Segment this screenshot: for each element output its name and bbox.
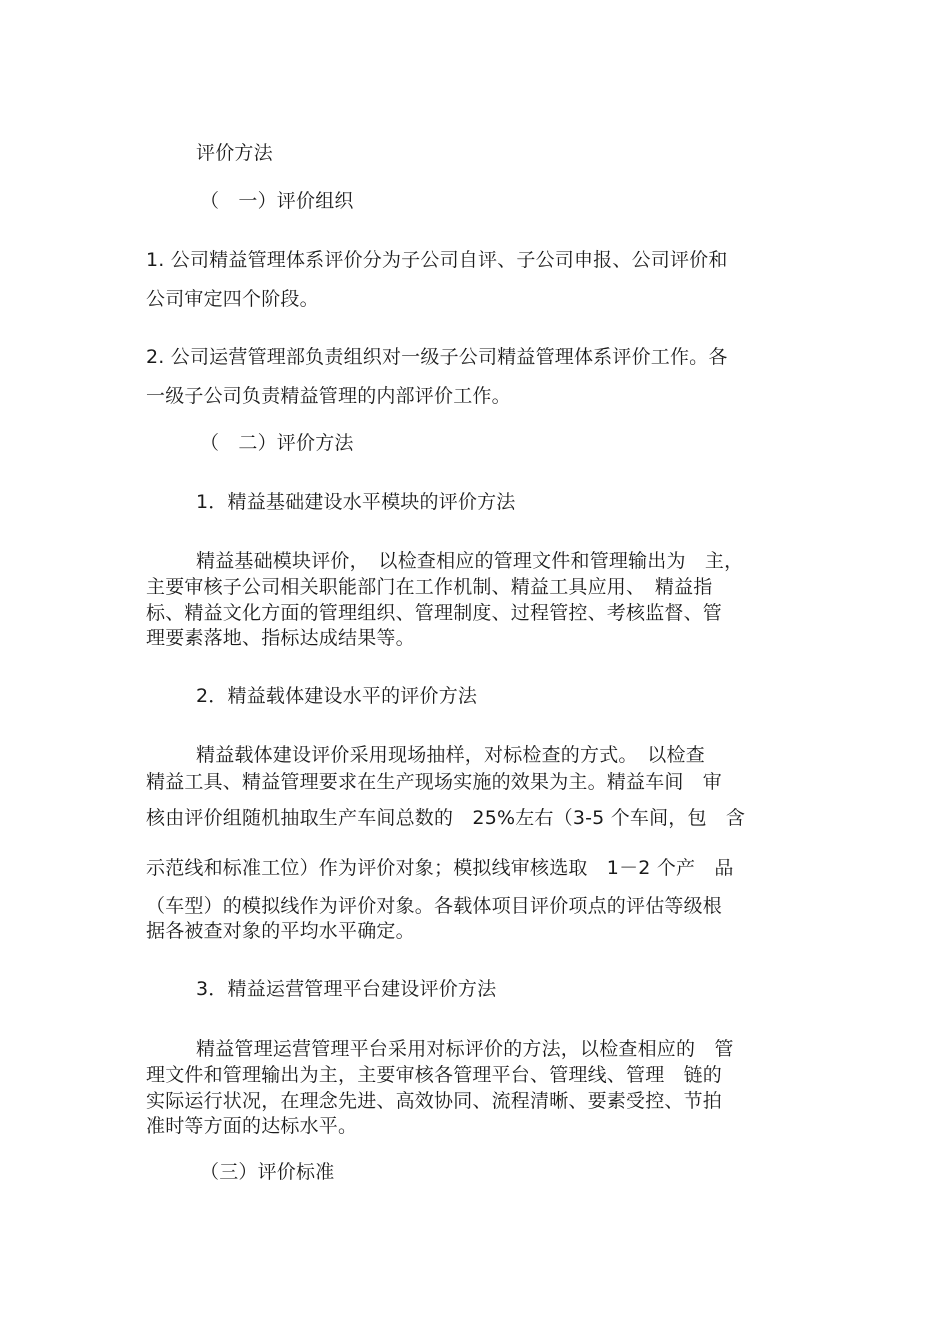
section-2-sub-1-paragraph-line: 精益基础模块评价， 以检查相应的管理文件和管理输出为 主， [196,550,744,572]
section-1-item-1-line-1: 1. 公司精益管理体系评价分为子公司自评、子公司申报、公司评价和 [146,249,728,271]
section-2-sub-3-paragraph-line: 实际运行状况，在理念先进、高效协同、流程清晰、要素受控、节拍 [146,1090,723,1112]
section-3-title: （三）评价标准 [200,1161,335,1183]
section-2-sub-2-paragraph-line: 精益载体建设评价采用现场抽样，对标检查的方式。 以检查 [196,744,705,766]
section-1-item-2-line-1: 2. 公司运营管理部负责组织对一级子公司精益管理体系评价工作。各 [146,346,728,368]
heading-evaluation-method: 评价方法 [196,142,273,164]
section-2-sub-2-title: 2．精益载体建设水平的评价方法 [196,685,478,707]
section-1-item-2-line-2: 一级子公司负责精益管理的内部评价工作。 [146,385,511,407]
section-2-sub-1-paragraph-line: 标、精益文化方面的管理组织、管理制度、过程管控、考核监督、管 [146,602,723,624]
section-2-sub-2-paragraph-line: 示范线和标准工位）作为评价对象；模拟线审核选取 1－2 个产 品 [146,857,734,879]
section-2-title: （ 二）评价方法 [200,432,354,454]
section-2-sub-3-paragraph-line: 准时等方面的达标水平。 [146,1115,358,1137]
section-2-sub-2-paragraph-line: 据各被查对象的平均水平确定。 [146,920,415,942]
section-2-sub-2-paragraph-line: 核由评价组随机抽取生产车间总数的 25%左右（3-5 个车间，包 含 [146,807,746,829]
section-2-sub-3-title: 3．精益运营管理平台建设评价方法 [196,978,497,1000]
section-2-sub-3-paragraph-line: 精益管理运营管理平台采用对标评价的方法，以检查相应的 管 [196,1038,734,1060]
section-1-title: （ 一）评价组织 [200,190,354,212]
section-2-sub-2-paragraph-line: 精益工具、精益管理要求在生产现场实施的效果为主。精益车间 审 [146,771,723,793]
section-1-item-1-line-2: 公司审定四个阶段。 [146,288,319,310]
section-2-sub-1-paragraph-line: 理要素落地、指标达成结果等。 [146,627,415,649]
section-2-sub-1-paragraph-line: 主要审核子公司相关职能部门在工作机制、精益工具应用、 精益指 [146,576,713,598]
section-2-sub-3-paragraph-line: 理文件和管理输出为主，主要审核各管理平台、管理线、管理 链的 [146,1064,723,1086]
section-2-sub-1-title: 1．精益基础建设水平模块的评价方法 [196,491,516,513]
section-2-sub-2-paragraph-line: （车型）的模拟线作为评价对象。各载体项目评价项点的评估等级根 [146,895,723,917]
